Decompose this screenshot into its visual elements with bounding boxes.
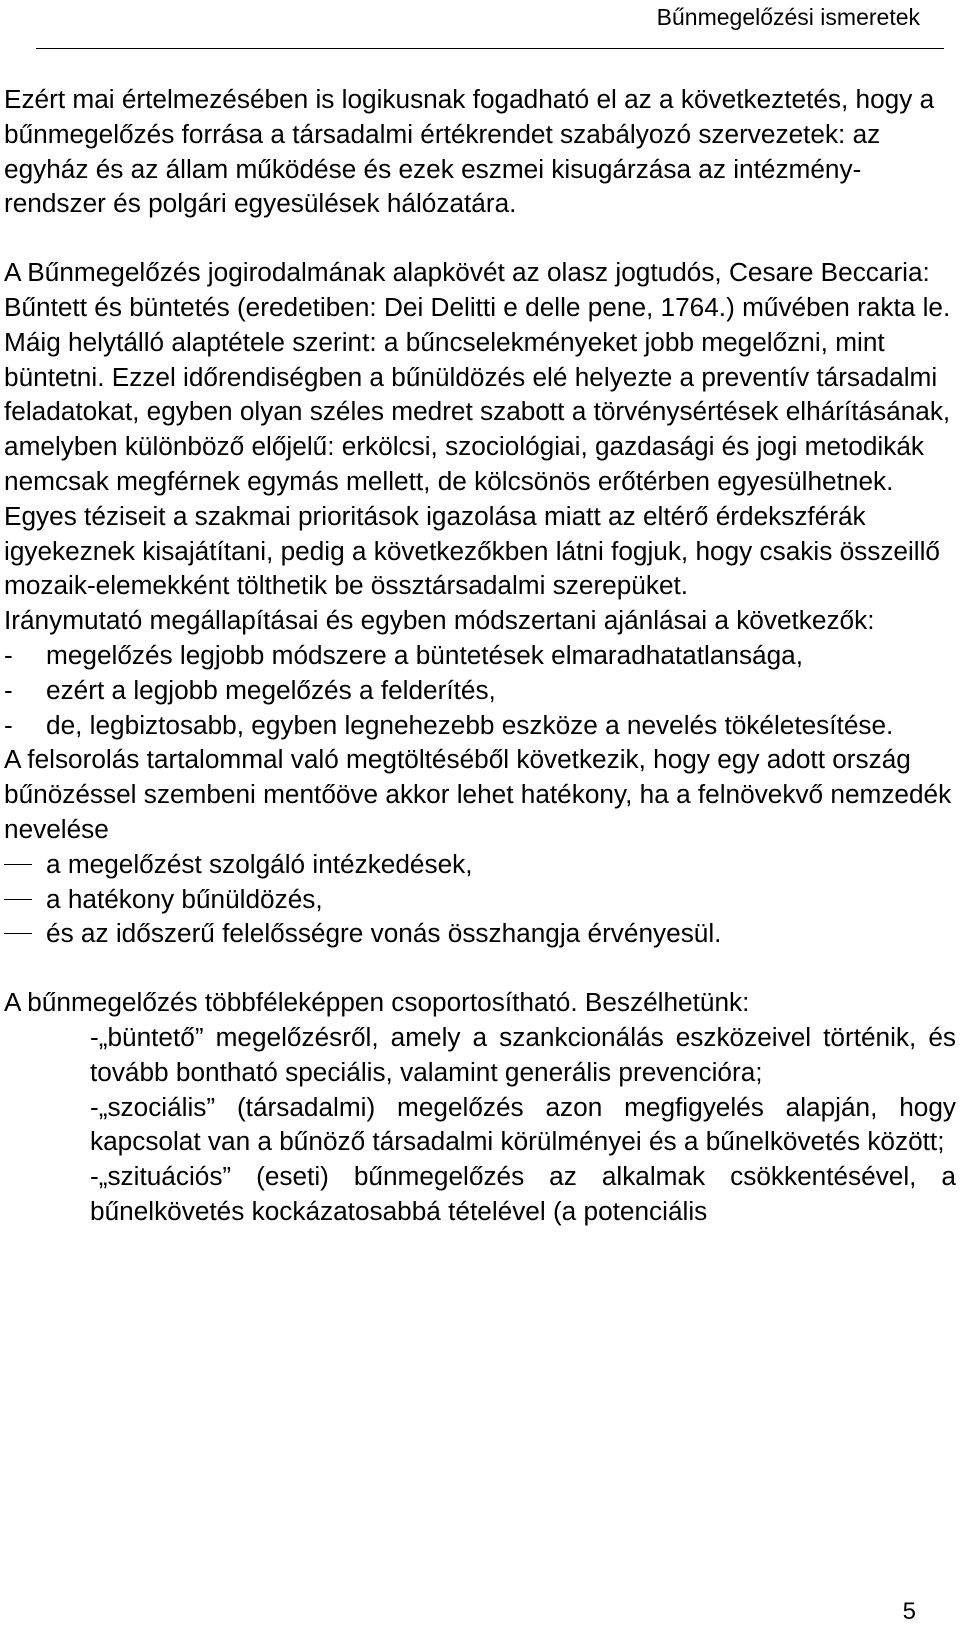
list-item-text: ezért a legjobb megelőzés a felderítés,: [46, 674, 496, 705]
list-item-text: a megelőzést szolgáló intézkedések,: [46, 848, 473, 879]
paragraph-gap: [4, 221, 956, 255]
list-item: -„büntető” megelőzésről, amely a szankcionálás eszközeivel történik, és tovább bontható speciális, valamint generális prevencióra;: [90, 1021, 956, 1087]
list-item: [4, 847, 956, 882]
document-body: [4, 82, 956, 1229]
list-item-text: és az időszerű felelősségre vonás összhangja érvényesül.: [46, 918, 722, 949]
list-marker: -: [4, 709, 13, 740]
paragraph-5: A felsorolás tartalommal való megtöltéséből következik, hogy egy adott ország bűnözéssel szembeni mentőöve akkor lehet hatékony, ha a felnövekvő nemzedék nevelése: [4, 744, 952, 844]
list-item: [4, 673, 956, 708]
list-item: [4, 638, 956, 673]
paragraph-gap: [4, 951, 956, 985]
conditions-list: [4, 847, 956, 951]
paragraph-1: Ezért mai értelmezésében is logikusnak fogadható el az a következtetés, hogy a bűnmegelőzés forrása a társadalmi értékrendet szabályozó szervezetek: az egyház és az állam működése és ezek eszmei kisugárzása az intézmény-rendszer és polgári egyesülések hálózatára.: [4, 84, 935, 219]
list-item-text: de, legbiztosabb, egyben legnehezebb eszköze a nevelés tökéletesítése.: [46, 709, 894, 740]
paragraph-6: A bűnmegelőzés többféleképpen csoportosítható. Beszélhetünk:: [4, 987, 750, 1018]
list-item-text: a hatékony bűnüldözés,: [46, 883, 323, 914]
list-marker: -: [4, 674, 13, 705]
list-item: -„szociális” (társadalmi) megelőzés azon megfigyelés alapján, hogy kapcsolat van a bűnöző társadalmi körülményei és a bűnelkövetés között;: [90, 1091, 956, 1157]
prevention-types-list: [4, 1020, 956, 1229]
header-rule: [36, 48, 944, 49]
list-marker: -: [4, 639, 13, 670]
paragraph-3: Egyes téziseit a szakmai prioritások igazolása miatt az eltérő érdekszférák igyekeznek kisajátítani, pedig a következőkben látni fogjuk, hogy csakis összeillő mozaik-elemekként tölthetik be össztársadalmi szerepüket.: [4, 500, 940, 601]
page-number: 5: [902, 1598, 916, 1625]
list-item: [4, 916, 956, 951]
header-title: Bűnmegelőzési ismeretek: [656, 4, 920, 30]
dash-marker: [4, 882, 46, 917]
list-item: -„szituációs” (eseti) bűnmegelőzés az alkalmak csökkentésével, a bűnelkövetés kockázatosabbá tételével (a potenciális: [90, 1161, 956, 1226]
dash-marker: [4, 916, 46, 951]
paragraph-2: A Bűnmegelőzés jogirodalmának alapkövét az olasz jogtudós, Cesare Beccaria: Bűntett és büntetés (eredetiben: Dei Delitti e delle pene, 1764.) művében rakta le. Máig helytálló alaptétele szerint: a bűncselekményeket jobb megelőzni, mint büntetni. Ezzel időrendiségben a bűnüldözés elé helyezte a preventív társadalmi feladatokat, egyben olyan széles medret szabott a törvénysértések elhárításának, amelyben különböző előjelű: erkölcsi, szociológiai, gazdasági és jogi metodikák nemcsak megférnek egymás mellett, de kölcsönös erőtérben egyesülhetnek.: [4, 257, 951, 496]
list-item: [4, 708, 956, 743]
page-header: [0, 0, 960, 60]
list-item: [4, 882, 956, 917]
list-item-text: megelőzés legjobb módszere a büntetések elmaradhatatlansága,: [46, 639, 804, 670]
paragraph-4: Iránymutató megállapításai és egyben módszertani ajánlásai a következők:: [4, 605, 875, 636]
dash-marker: [4, 847, 46, 882]
recommendations-list: [4, 638, 956, 742]
